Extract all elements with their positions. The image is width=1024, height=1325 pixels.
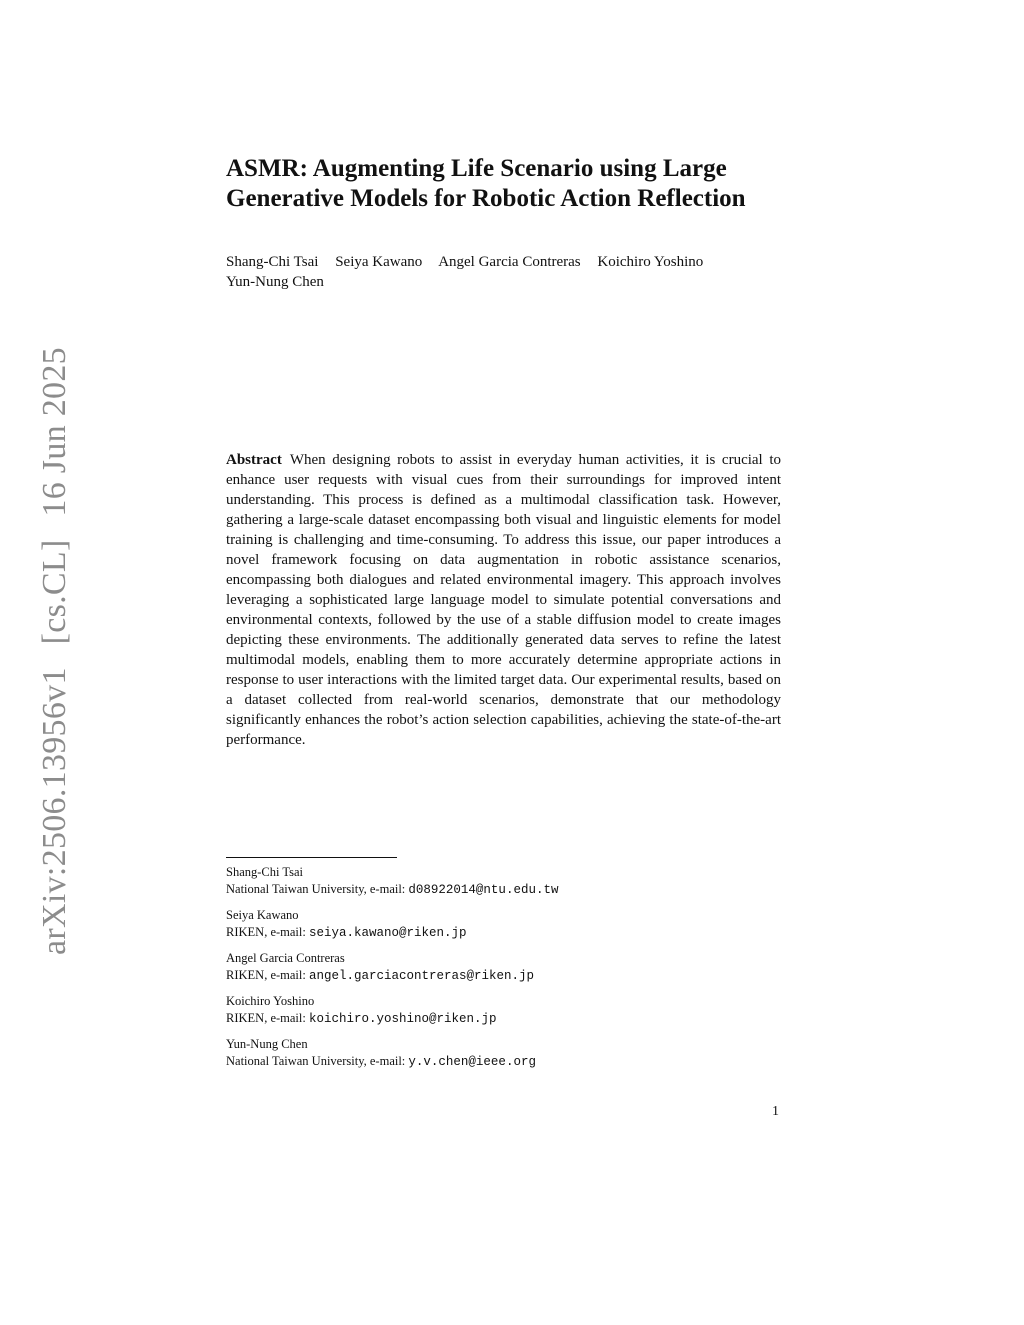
footnote-author: Koichiro Yoshino — [226, 994, 315, 1008]
footnote-divider — [226, 857, 397, 858]
footnote-entry — [226, 950, 781, 985]
author-list — [226, 252, 786, 292]
arxiv-category: [cs.CL] — [36, 539, 73, 645]
author-name: Angel Garcia Contreras — [438, 254, 581, 270]
footnote-entry — [226, 1036, 781, 1071]
paper-title — [226, 154, 806, 214]
footnote-author: Yun-Nung Chen — [226, 1037, 308, 1051]
footnote-author: Angel Garcia Contreras — [226, 951, 345, 965]
footnote-email: y.v.chen@ieee.org — [408, 1055, 536, 1069]
author-footnotes — [226, 864, 781, 1079]
author-name: Koichiro Yoshino — [597, 254, 704, 270]
footnote-email: seiya.kawano@riken.jp — [308, 926, 467, 940]
footnote-entry — [226, 993, 781, 1028]
arxiv-stamp — [36, 333, 74, 955]
abstract-label: Abstract — [226, 452, 282, 468]
footnote-entry — [226, 864, 781, 899]
footnote-author: Seiya Kawano — [226, 908, 299, 922]
footnote-affiliation: RIKEN, e-mail: — [226, 968, 306, 982]
author-name: Yun-Nung Chen — [226, 274, 324, 290]
title-line-2: Generative Models for Robotic Action Reflection — [226, 185, 746, 212]
arxiv-date: 16 Jun 2025 — [36, 347, 73, 517]
page-number: 1 — [772, 1104, 779, 1119]
footnote-email: d08922014@ntu.edu.tw — [408, 883, 559, 897]
arxiv-id: arXiv:2506.13956v1 — [36, 667, 73, 955]
footnote-affiliation: National Taiwan University, e-mail: — [226, 1054, 406, 1068]
footnote-email: angel.garciacontreras@riken.jp — [308, 969, 535, 983]
footnote-affiliation: RIKEN, e-mail: — [226, 925, 306, 939]
footnote-email: koichiro.yoshino@riken.jp — [308, 1012, 497, 1026]
footnote-entry — [226, 907, 781, 942]
title-line-1: ASMR: Augmenting Life Scenario using Large — [226, 155, 727, 182]
footnote-affiliation: RIKEN, e-mail: — [226, 1011, 306, 1025]
footnote-author: Shang-Chi Tsai — [226, 865, 304, 879]
footnote-affiliation: National Taiwan University, e-mail: — [226, 882, 406, 896]
abstract-text: When designing robots to assist in everyday human activities, it is crucial to enhance user requests with visual cues from their surroundings for improved intent understanding. This process is defined as a multimodal classification task. However, gathering a large-scale dataset encompassing both visual and linguistic elements for model training is challenging and time-consuming. To address this issue, our paper introduces a novel framework focusing on data augmentation in robotic assistance scenarios, encompassing both dialogues and related environmental imagery. This approach involves leveraging a sophisticated large language model to simulate potential conversations and environmental contexts, followed by the use of a stable diffusion model to create images depicting these environments. The additionally generated data serves to refine the latest multimodal models, enabling them to more accurately determine appropriate actions in response to user interactions with the limited target data. Our experimental results, based on a dataset collected from real-world scenarios, demonstrate that our methodology significantly enhances the robot’s action selection capabilities, achieving the state-of-the-art performance. — [226, 452, 781, 748]
author-name: Shang-Chi Tsai — [226, 254, 319, 270]
abstract — [226, 450, 781, 750]
author-name: Seiya Kawano — [335, 254, 423, 270]
